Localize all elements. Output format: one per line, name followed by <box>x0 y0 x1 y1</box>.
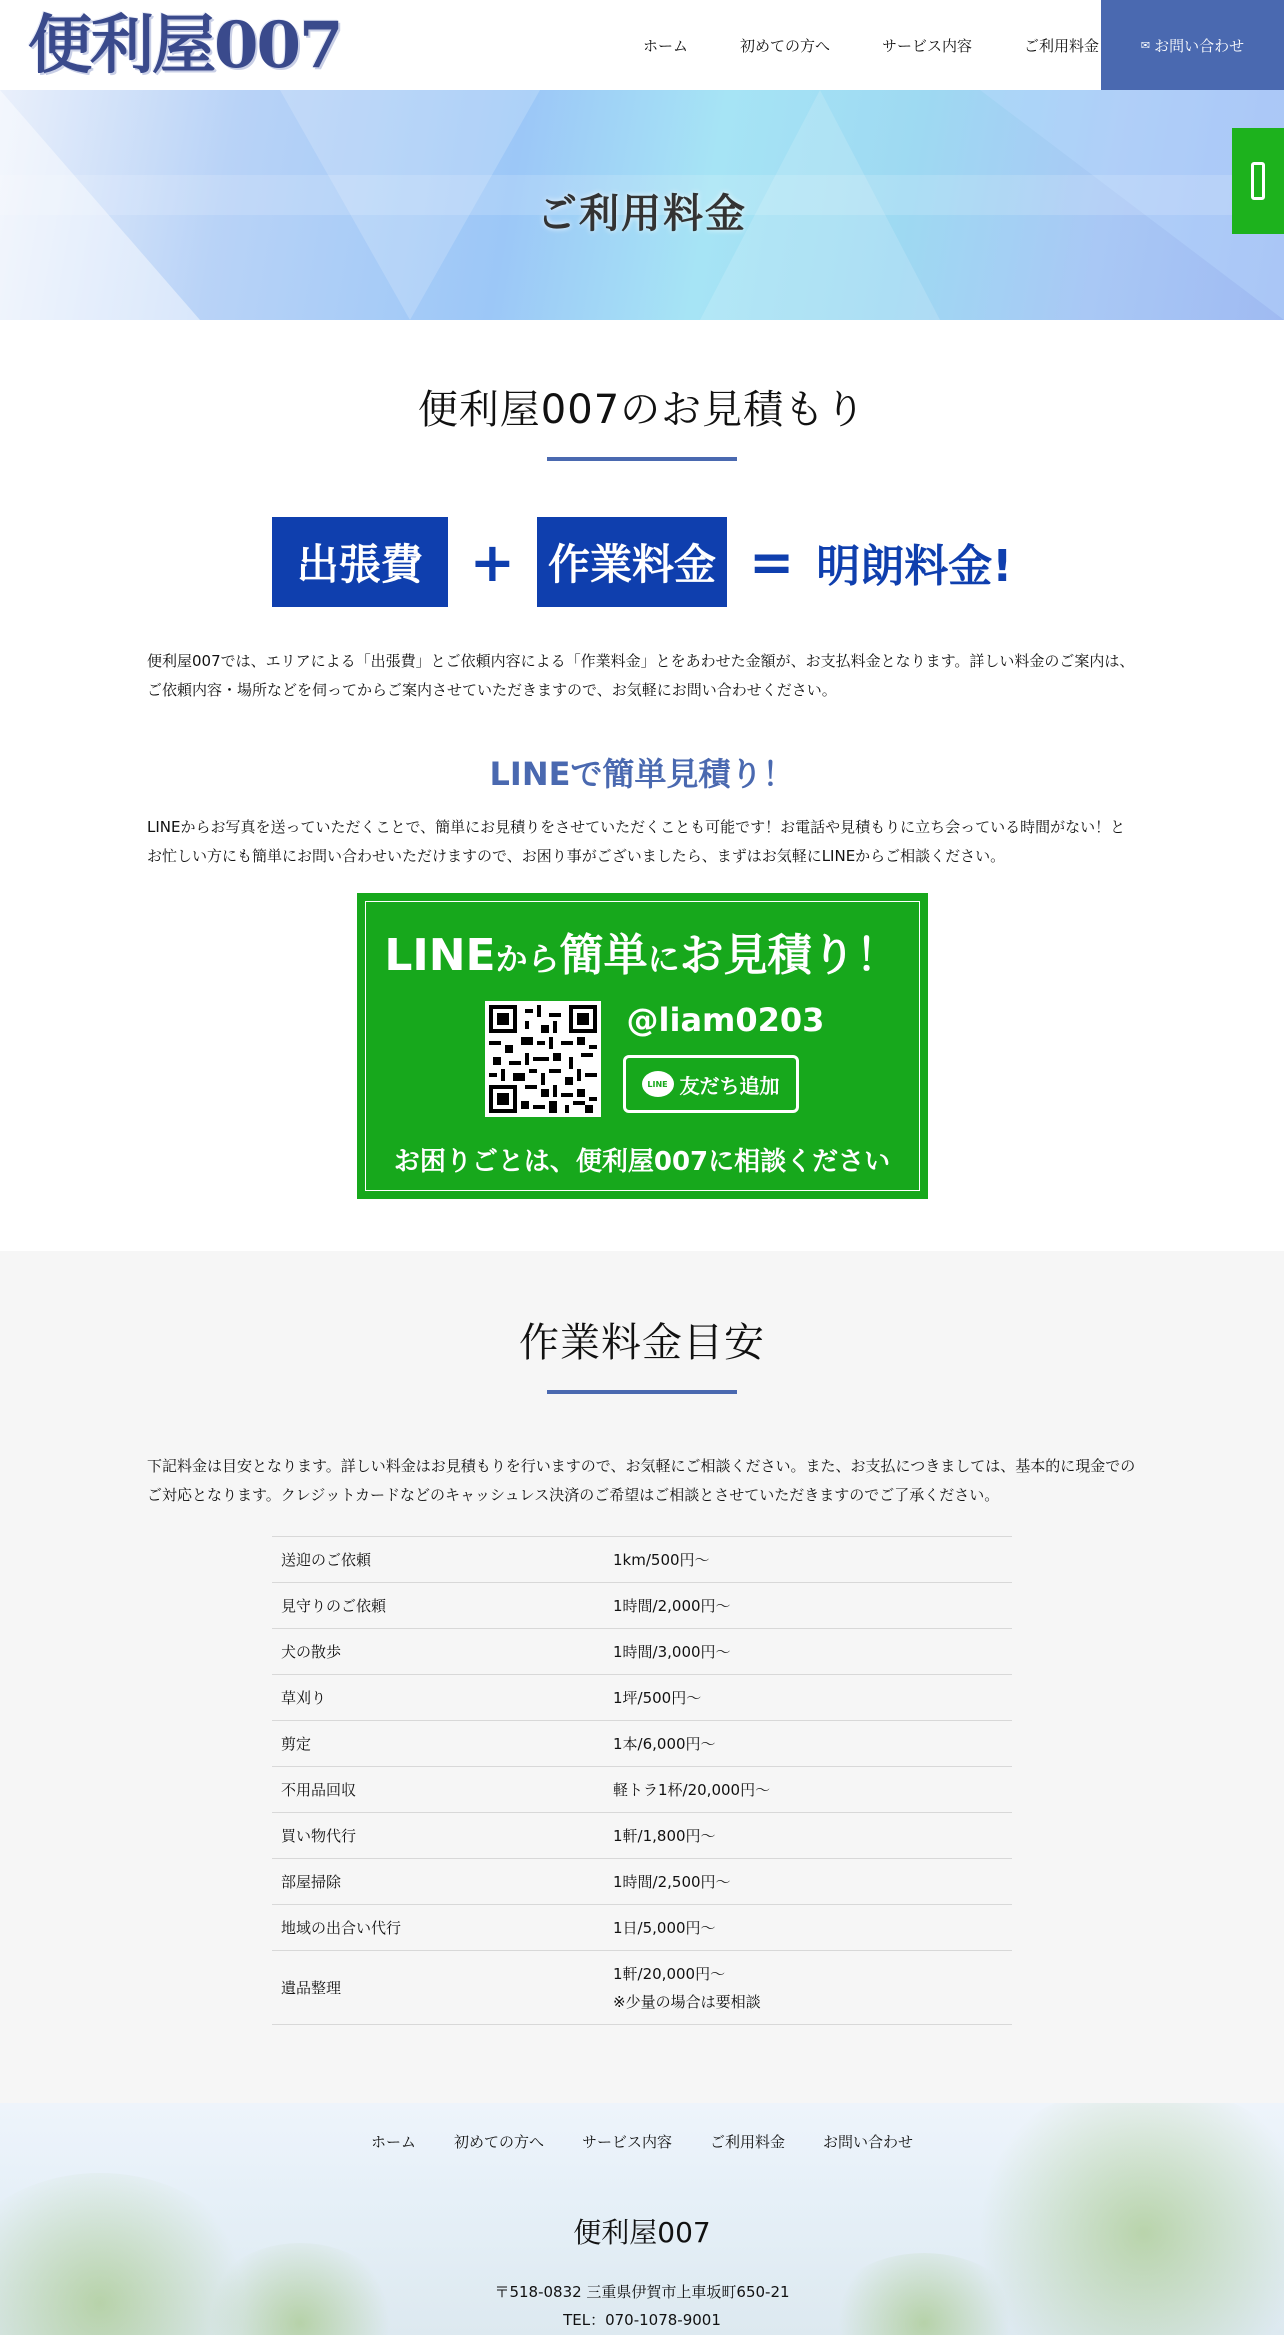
footer-nav-home[interactable]: ホーム <box>370 2133 416 2151</box>
nav-item-services[interactable]: サービス内容 <box>881 36 972 55</box>
service-name: 犬の散歩 <box>272 1629 604 1675</box>
price-note: ※少量の場合は要相談 <box>613 1992 761 2011</box>
line-logo-icon: LINE <box>642 1071 674 1097</box>
price-table <box>272 1536 1012 2025</box>
footer-phone[interactable]: TEL：070-1078-9001 <box>563 2311 721 2329</box>
title-underline <box>547 457 737 461</box>
line-add-friend-button[interactable] <box>623 1055 799 1113</box>
smartphone-icon <box>1251 162 1265 200</box>
line-banner-footer: お困りごとは、便利屋007に相談ください <box>393 1147 891 1177</box>
table-row <box>272 1951 1012 2025</box>
service-price: 1時間/2,500円〜 <box>604 1859 1012 1905</box>
nav-item-first-time[interactable]: 初めての方へ <box>739 36 830 55</box>
estimate-section <box>0 320 1284 1199</box>
footer-company-name: 便利屋007 <box>573 2216 711 2249</box>
nav-item-home[interactable]: ホーム <box>642 36 688 55</box>
formula-term-travel-fee: 出張費 <box>272 517 448 607</box>
site-header <box>0 0 1284 90</box>
site-logo[interactable]: 便利屋007 <box>28 8 342 83</box>
envelope-icon: ✉ <box>1140 38 1151 52</box>
line-add-friend-label: 友だち追加 <box>679 1073 780 1098</box>
pricing-description: 下記料金は目安となります。詳しい料金はお見積もりを行いますので、お気軽にご相談ください。また、お支払につきましては、基本的に現金でのご対応となります。クレジットカードなどのキャッシュレス決済のご希望はご相談とさせていただきますのでご了承ください。 <box>147 1457 1136 1504</box>
service-name: 地域の出合い代行 <box>272 1905 604 1951</box>
table-row <box>272 1905 1012 1951</box>
title-underline <box>547 1390 737 1394</box>
service-price: 1km/500円〜 <box>604 1537 1012 1583</box>
service-price: 1本/6,000円〜 <box>604 1721 1012 1767</box>
service-price: 1時間/3,000円〜 <box>604 1629 1012 1675</box>
line-banner[interactable] <box>357 893 928 1199</box>
line-id: @liam0203 <box>626 1001 825 1039</box>
line-estimate-title: LINEで簡単見積り！ <box>489 755 795 793</box>
service-price: 1日/5,000円〜 <box>604 1905 1012 1951</box>
service-name: 買い物代行 <box>272 1813 604 1859</box>
service-price <box>604 1951 1012 2025</box>
service-price: 軽トラ1杯/20,000円〜 <box>604 1767 1012 1813</box>
service-price: 1軒/1,800円〜 <box>604 1813 1012 1859</box>
formula-plus: + <box>469 530 515 594</box>
main-nav <box>591 0 1099 90</box>
line-banner-heading: LINEから簡単にお見積り！ <box>384 930 900 981</box>
page-hero <box>0 90 1284 320</box>
service-name: 見守りのご依頼 <box>272 1583 604 1629</box>
formula-result: 明朗料金! <box>816 541 1013 592</box>
footer-nav-services[interactable]: サービス内容 <box>581 2133 672 2151</box>
service-name: 遺品整理 <box>272 1951 604 2025</box>
footer-nav <box>0 2131 1284 2152</box>
nav-item-pricing[interactable]: ご利用料金 <box>1023 36 1099 55</box>
page-title: ご利用料金 <box>537 191 747 237</box>
footer-nav-first-time[interactable]: 初めての方へ <box>453 2133 544 2151</box>
service-price: 1時間/2,000円〜 <box>604 1583 1012 1629</box>
table-row <box>272 1537 1012 1583</box>
footer-nav-pricing[interactable]: ご利用料金 <box>710 2133 786 2151</box>
table-row <box>272 1767 1012 1813</box>
service-name: 不用品回収 <box>272 1767 604 1813</box>
service-name: 送迎のご依頼 <box>272 1537 604 1583</box>
qr-code-icon <box>485 1001 601 1117</box>
formula-term-work-fee: 作業料金 <box>537 517 727 607</box>
price-formula <box>0 517 1284 607</box>
table-row <box>272 1629 1012 1675</box>
service-name: 草刈り <box>272 1675 604 1721</box>
estimate-description: 便利屋007では、エリアによる「出張費」とご依頼内容による「作業料金」とをあわせた金額が、お支払料金となります。詳しい料金のご案内は、ご依頼内容・場所などを伺ってからご案内させていただきますので、お気軽にお問い合わせください。 <box>147 652 1135 699</box>
service-name: 剪定 <box>272 1721 604 1767</box>
service-price: 1坪/500円〜 <box>604 1675 1012 1721</box>
estimate-title: 便利屋007のお見積もり <box>417 387 867 433</box>
footer-address: 〒518-0832 三重県伊賀市上車坂町650-21 <box>494 2283 790 2301</box>
contact-button[interactable] <box>1101 0 1284 90</box>
site-footer <box>0 2103 1284 2335</box>
table-row <box>272 1583 1012 1629</box>
pricing-title: 作業料金目安 <box>519 1320 765 1366</box>
service-name: 部屋掃除 <box>272 1859 604 1905</box>
table-row <box>272 1813 1012 1859</box>
formula-equals: = <box>748 530 795 594</box>
table-row <box>272 1721 1012 1767</box>
contact-button-label: お問い合わせ <box>1154 36 1245 55</box>
footer-nav-contact[interactable]: お問い合わせ <box>823 2133 914 2151</box>
line-estimate-description: LINEからお写真を送っていただくことで、簡単にお見積りをさせていただくことも可能です！お電話や見積もりに立ち会っている時間がない！とお忙しい方にも簡単にお問い合わせいただけますので、お困り事がございましたら、まずはお気軽にLINEからご相談ください。 <box>147 818 1126 865</box>
table-row <box>272 1859 1012 1905</box>
side-contact-button[interactable] <box>1232 128 1284 234</box>
pricing-section <box>0 1251 1284 2103</box>
price-value: 1軒/20,000円〜 <box>613 1964 726 1983</box>
table-row <box>272 1675 1012 1721</box>
